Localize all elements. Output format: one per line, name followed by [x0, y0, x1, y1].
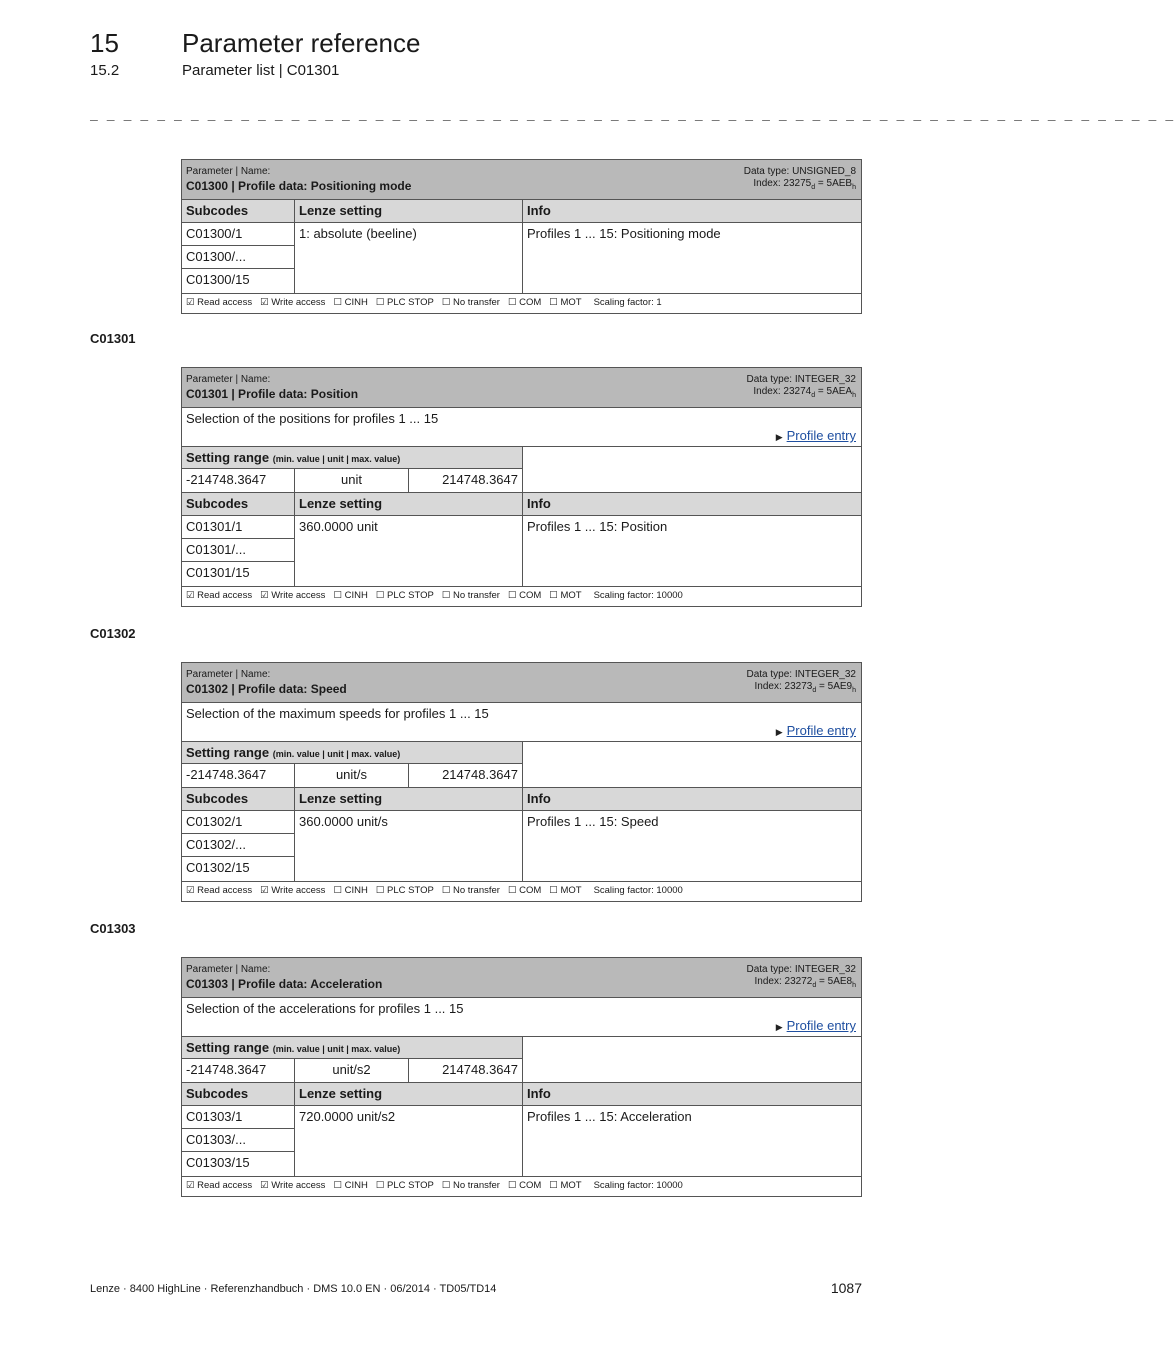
triangle-right-icon: ▶ [775, 1022, 783, 1032]
scaling-factor: Scaling factor: 1 [593, 297, 662, 308]
column-header-row [182, 200, 861, 223]
info-value: Profiles 1 ... 15: Acceleration [527, 1109, 692, 1124]
scaling-factor: Scaling factor: 10000 [593, 590, 683, 601]
range-max: 214748.3647 [442, 1062, 518, 1077]
param-header [182, 160, 861, 200]
param-name: C01302 | Profile data: Speed [186, 682, 347, 696]
param-index: Index: $23275_d = 5AEB_h$ [753, 178, 856, 191]
subcode: C01300/... [182, 246, 294, 269]
param-description: Selection of the positions for profiles 1 ... 15 ▶ Profile entry [182, 408, 861, 447]
lenze-setting-value: 360.0000 unit/s [295, 811, 523, 881]
range-max: 214748.3647 [442, 767, 518, 782]
column-header-row: Subcodes Lenze setting Info [182, 493, 861, 516]
code-heading-c01302: C01302 [90, 626, 136, 641]
range-min: -214748.3647 [182, 764, 295, 787]
param-header [182, 368, 861, 408]
param-index: Index: $23273_d = 5AE9_h$ [754, 681, 856, 694]
range-min: -214748.3647 [182, 1059, 295, 1082]
triangle-right-icon: ▶ [775, 727, 783, 737]
param-header [182, 663, 861, 703]
data-type: Data type: INTEGER_32 [746, 669, 856, 680]
param-description: Selection of the accelerations for profiles 1 ... 15 ▶ Profile entry [182, 998, 861, 1037]
param-table-c01302 [181, 662, 862, 902]
subcode: C01301/... [182, 539, 294, 562]
data-type: Data type: UNSIGNED_8 [743, 166, 856, 177]
profile-entry-link[interactable]: ▶ Profile entry [775, 428, 856, 443]
chapter-title: Parameter reference [182, 28, 421, 58]
subcode: C01302/15 [186, 860, 250, 875]
access-flags: ☑ Read access ☑ Write access ☐ CINH ☐ PLC STOP ☐ No transfer ☐ COM ☐ MOT Scaling factor: 10000 [186, 590, 683, 601]
lenze-setting-header: Lenze setting [295, 200, 523, 222]
subcode: C01301/15 [186, 565, 250, 580]
subcode: C01300/15 [186, 272, 250, 287]
param-name: C01303 | Profile data: Acceleration [186, 977, 383, 991]
subcode: C01301/1 [182, 516, 294, 539]
setting-range: Setting range (min. value | unit | max. value) -214748.3647 unit 214748.3647 [182, 447, 861, 493]
subcode: C01302/... [182, 834, 294, 857]
profile-entry-link[interactable]: ▶ Profile entry [775, 723, 856, 738]
lenze-setting-value: 360.0000 unit [295, 516, 523, 586]
param-table-c01303 [181, 957, 862, 1197]
subcode: C01303/1 [182, 1106, 294, 1129]
param-name-label: Parameter | Name: [186, 964, 271, 975]
triangle-right-icon: ▶ [775, 432, 783, 442]
lenze-setting-value: 1: absolute (beeline) [295, 223, 523, 293]
info-value: Profiles 1 ... 15: Position [527, 519, 668, 534]
subcode: C01303/15 [186, 1155, 250, 1170]
section-title: Parameter list | C01301 [182, 62, 340, 79]
access-flags: ☑ Read access ☑ Write access ☐ CINH ☐ PLC STOP ☐ No transfer ☐ COM ☐ MOT Scaling factor: 10000 [186, 1180, 683, 1191]
range-max: 214748.3647 [442, 472, 518, 487]
range-unit: unit [295, 469, 409, 492]
param-table-c01301 [181, 367, 862, 607]
info-value: Profiles 1 ... 15: Positioning mode [527, 226, 721, 241]
param-index: Index: $23274_d = 5AEA_h$ [753, 386, 856, 399]
scaling-factor: Scaling factor: 10000 [593, 1180, 683, 1191]
param-name: C01301 | Profile data: Position [186, 387, 359, 401]
data-type: Data type: INTEGER_32 [746, 374, 856, 385]
param-name-label: Parameter | Name: [186, 374, 271, 385]
code-heading-c01303: C01303 [90, 921, 136, 936]
column-header-row: Subcodes Lenze setting Info [182, 788, 861, 811]
access-flags: ☑ Read access ☑ Write access ☐ CINH ☐ PLC STOP ☐ No transfer ☐ COM ☐ MOT Scaling factor: 1 [186, 297, 662, 308]
info-value: Profiles 1 ... 15: Speed [527, 814, 659, 829]
subcode-block [182, 223, 861, 294]
page-footer-text: Lenze · 8400 HighLine · Referenzhandbuch · DMS 10.0 EN · 06/2014 · TD05/TD14 [90, 1283, 497, 1295]
page-number: 1087 [830, 1280, 862, 1296]
section-number: 15.2 [90, 62, 120, 79]
subcodes-header: Subcodes [182, 200, 295, 222]
code-heading-c01301: C01301 [90, 331, 136, 346]
profile-entry-link[interactable]: ▶ Profile entry [775, 1018, 856, 1033]
data-type: Data type: INTEGER_32 [746, 964, 856, 975]
subcode-block [182, 516, 861, 587]
param-name-label: Parameter | Name: [186, 669, 271, 680]
param-name-label: Parameter | Name: [186, 166, 271, 177]
setting-range: Setting range (min. value | unit | max. value) -214748.3647 unit/s2 214748.3647 [182, 1037, 861, 1083]
info-header: Info [527, 203, 551, 218]
header-separator: _ _ _ _ _ _ _ _ _ _ _ _ _ _ _ _ _ _ _ _ _ _ _ _ _ _ _ _ _ _ _ _ _ _ _ _ _ _ _ _ _ _ _ _ _ _ _ _ _ _ _ _ _ _ _ _ _ _ _ _ _ _ _ _ _ [90, 108, 1174, 123]
scaling-factor: Scaling factor: 10000 [593, 885, 683, 896]
param-index: Index: $23272_d = 5AE8_h$ [754, 976, 856, 989]
column-header-row: Subcodes Lenze setting Info [182, 1083, 861, 1106]
setting-range: Setting range (min. value | unit | max. value) -214748.3647 unit/s 214748.3647 [182, 742, 861, 788]
lenze-setting-value: 720.0000 unit/s2 [295, 1106, 523, 1176]
range-min: -214748.3647 [182, 469, 295, 492]
subcode: C01302/1 [182, 811, 294, 834]
subcode: C01303/... [182, 1129, 294, 1152]
subcode-block [182, 811, 861, 882]
chapter-number: 15 [90, 28, 119, 58]
param-header [182, 958, 861, 998]
access-flags: ☑ Read access ☑ Write access ☐ CINH ☐ PLC STOP ☐ No transfer ☐ COM ☐ MOT Scaling factor: 10000 [186, 885, 683, 896]
subcode-block [182, 1106, 861, 1177]
param-description: Selection of the maximum speeds for profiles 1 ... 15 ▶ Profile entry [182, 703, 861, 742]
param-name: C01300 | Profile data: Positioning mode [186, 179, 412, 193]
param-table-c01300 [181, 159, 862, 314]
subcode: C01300/1 [182, 223, 294, 246]
range-unit: unit/s2 [295, 1059, 409, 1082]
range-unit: unit/s [295, 764, 409, 787]
